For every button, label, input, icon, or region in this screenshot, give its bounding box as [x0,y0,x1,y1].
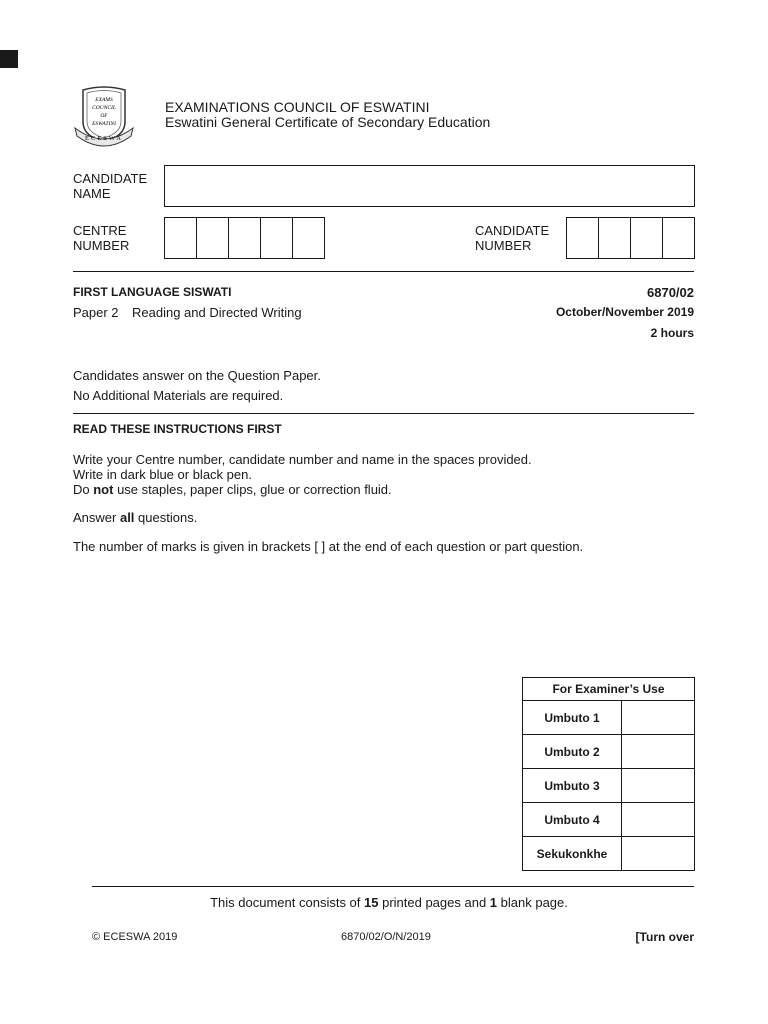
centre-number-label-line2: NUMBER [73,238,130,253]
candidate-number-label-line1: CANDIDATE [475,223,550,238]
centre-number-label-line1: CENTRE [73,223,127,238]
mark-cell[interactable] [622,803,695,837]
certificate-title: Eswatini General Certificate of Secondary Education [165,114,491,130]
instruction-line-1: Write your Centre number, candidate number and name in the spaces provided. [73,452,532,467]
centre-digit-box[interactable] [165,218,197,258]
divider [73,271,694,272]
instruction-line-2: Write in dark blue or black pen. [73,467,252,482]
examiner-table-header: For Examiner’s Use [523,678,695,701]
mark-cell[interactable] [622,735,695,769]
paper-number: Paper 2 [73,305,119,320]
mark-cell[interactable] [622,769,695,803]
instructions-heading: READ THESE INSTRUCTIONS FIRST [73,422,282,436]
question-label: Umbuto 1 [523,701,622,735]
page-count-note [0,895,768,910]
page-count-text: blank page. [497,895,568,910]
total-mark-cell[interactable] [622,837,695,871]
candidate-number-label [475,223,549,253]
table-row [523,769,695,803]
paper-code: 6870/02 [647,285,694,300]
total-label: Sekukonkhe [523,837,622,871]
centre-digit-box[interactable] [229,218,261,258]
instruction-emphasis: all [119,510,135,525]
candidate-name-label-line2: NAME [73,186,111,201]
examiner-use-table [522,677,695,871]
centre-digit-box[interactable] [261,218,293,258]
candidate-name-label-line1: CANDIDATE [73,171,148,186]
subject-title: FIRST LANGUAGE SISWATI [73,285,232,299]
question-label: Umbuto 4 [523,803,622,837]
materials-line-2: No Additional Materials are required. [73,388,284,403]
page-count-text: This document consists of [210,895,365,910]
candidate-number-label-line2: NUMBER [475,238,532,253]
instruction-emphasis: not [93,482,114,497]
instruction-text: Do [73,482,94,497]
candidate-digit-box[interactable] [631,218,663,258]
candidate-name-label [73,171,147,201]
instruction-text: questions. [134,510,198,525]
instruction-line-5: The number of marks is given in brackets [ ] at the end of each question or part question. [73,539,584,554]
centre-digit-box[interactable] [197,218,229,258]
eceswa-crest-icon [73,84,135,150]
logo-line-4: ESWATINI [92,121,116,127]
footer-divider [92,886,694,887]
mark-cell[interactable] [622,701,695,735]
candidate-digit-box[interactable] [663,218,694,258]
centre-digit-box[interactable] [293,218,324,258]
turn-over-note: [Turn over [635,930,694,944]
blank-page-count: 1 [489,895,498,910]
logo-line-3: OF [100,113,108,119]
reference-code: 6870/02/O/N/2019 [341,931,431,943]
logo-line-2: COUNCIL [92,105,116,111]
centre-number-field[interactable] [164,217,325,259]
materials-line-1: Candidates answer on the Question Paper. [73,368,321,383]
table-row [523,701,695,735]
candidate-number-field[interactable] [566,217,695,259]
instruction-text: Answer [73,510,120,525]
table-row [523,803,695,837]
logo-banner: ECESWA [85,135,123,142]
instruction-text: use staples, paper clips, glue or correction fluid. [113,482,392,497]
registration-mark [0,50,18,68]
table-row [523,735,695,769]
table-row [523,837,695,871]
page-count-text: printed pages and [378,895,490,910]
candidate-name-field[interactable] [164,165,695,207]
printed-page-count: 15 [364,895,379,910]
instructions-block [73,452,532,497]
centre-number-label [73,223,129,253]
divider [73,413,694,414]
council-title: EXAMINATIONS COUNCIL OF ESWATINI [165,99,430,115]
question-label: Umbuto 2 [523,735,622,769]
question-label: Umbuto 3 [523,769,622,803]
logo-line-1: EXAMS [95,97,113,103]
instruction-line-3 [73,482,532,497]
paper-title: Reading and Directed Writing [132,305,302,320]
copyright: © ECESWA 2019 [92,931,178,943]
instruction-line-4 [73,510,197,525]
council-header [165,100,490,130]
exam-session: October/November 2019 [555,305,694,319]
candidate-digit-box[interactable] [599,218,631,258]
candidate-digit-box[interactable] [567,218,599,258]
exam-duration: 2 hours [650,326,694,340]
